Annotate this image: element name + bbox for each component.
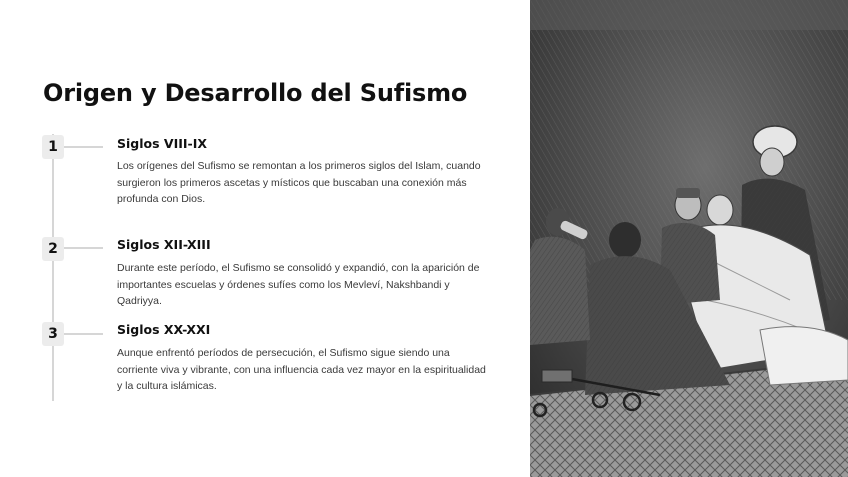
timeline-marker-1: 1 bbox=[42, 135, 64, 159]
timeline-heading-2: Siglos XII-XIII bbox=[117, 237, 211, 252]
timeline-marker-3: 3 bbox=[42, 322, 64, 346]
timeline-marker-2: 2 bbox=[42, 237, 64, 261]
timeline-text-3: Aunque enfrentó períodos de persecución, el Sufismo sigue siendo una corriente viva y vibrante, con una influencia cada vez mayor en la espiritualidad y la cultura islámicas. bbox=[117, 347, 486, 392]
timeline-connector-3 bbox=[64, 333, 103, 335]
timeline-heading-3: Siglos XX-XXI bbox=[117, 322, 211, 337]
timeline-line bbox=[52, 134, 54, 401]
timeline-connector-1 bbox=[64, 146, 103, 148]
engraving-image bbox=[530, 0, 848, 477]
slide-title: Origen y Desarrollo del Sufismo bbox=[43, 79, 468, 107]
engraving-illustration bbox=[530, 0, 848, 477]
timeline-text-1: Los orígenes del Sufismo se remontan a los primeros siglos del Islam, cuando surgieron los primeros ascetas y místicos que buscaban una conexión más profunda con Dios. bbox=[117, 160, 481, 205]
timeline-heading-1: Siglos VIII-IX bbox=[117, 136, 208, 151]
timeline-text-2: Durante este período, el Sufismo se consolidó y expandió, con la aparición de importantes escuelas y órdenes sufíes como los Mevleví, Nakshbandi y Qadriyya. bbox=[117, 262, 480, 307]
timeline-connector-2 bbox=[64, 247, 103, 249]
